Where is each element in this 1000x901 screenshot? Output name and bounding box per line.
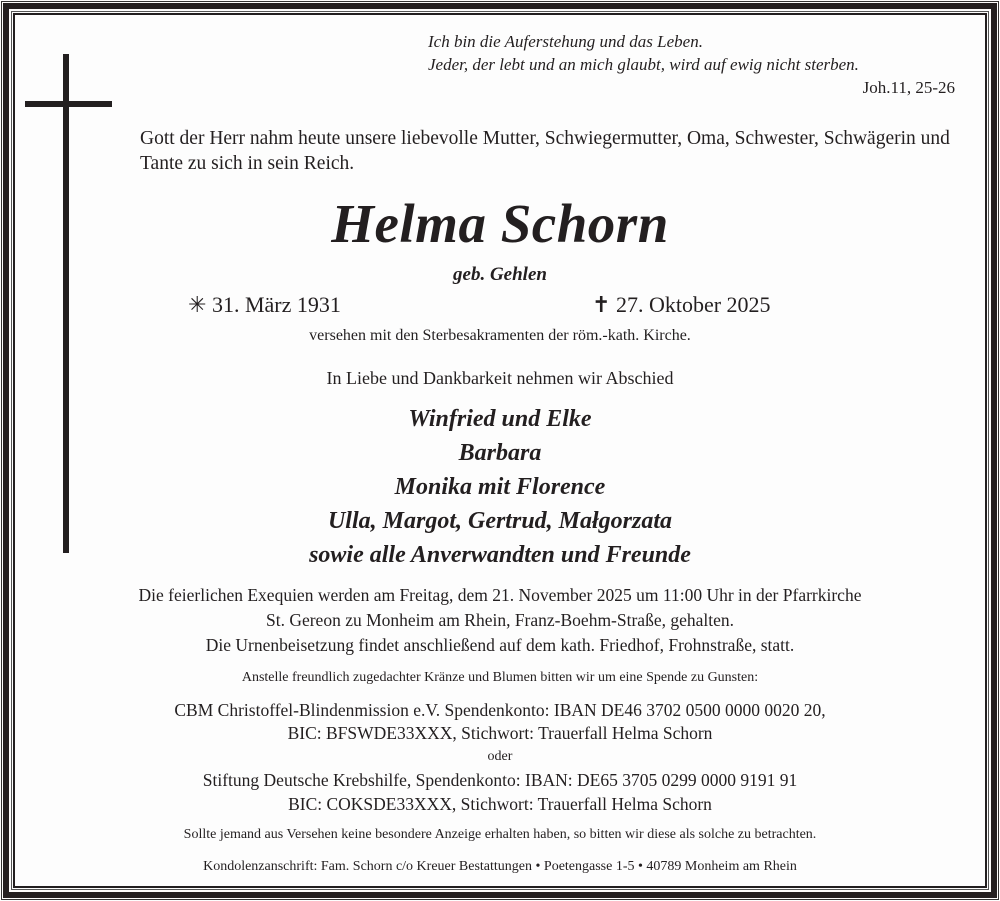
donation-option-1-line: BIC: BFSWDE33XXX, Stichwort: Trauerfall Helma Schorn [287, 723, 713, 743]
mourner-line: Ulla, Margot, Gertrud, Małgorzata [327, 508, 673, 534]
donation-option-2-line: Stiftung Deutsche Krebshilfe, Spendenkonto: IBAN: DE65 3705 0299 0000 9191 91 [202, 770, 798, 790]
mourner-line: Barbara [458, 440, 542, 466]
condolence-address: Kondolenzanschrift: Fam. Schorn c/o Kreuer Bestattungen • Poetengasse 1-5 • 40789 Monheim am Rhein [203, 859, 797, 874]
verse-line-1: Ich bin die Auferstehung und das Leben. [428, 32, 703, 51]
verse-line-2: Jeder, der lebt und an mich glaubt, wird auf ewig nicht sterben. [428, 55, 859, 74]
farewell-line: In Liebe und Dankbarkeit nehmen wir Abschied [326, 368, 674, 388]
donation-option-2-line: BIC: COKSDE33XXX, Stichwort: Trauerfall Helma Schorn [288, 794, 712, 814]
mourner-line: sowie alle Anverwandten und Freunde [309, 542, 691, 568]
verse-reference: Joh.11, 25-26 [862, 78, 955, 97]
service-line: Die Urnenbeisetzung findet anschließend auf dem kath. Friedhof, Frohnstraße, statt. [205, 635, 795, 655]
donation-option-1-line: CBM Christoffel-Blindenmission e.V. Spendenkonto: IBAN DE46 3702 0500 0000 0020 20, [174, 700, 826, 720]
cross-horizontal-beam [25, 101, 112, 107]
birth-star-icon: ✳ [188, 292, 207, 317]
death-cross-icon: ✝ [592, 292, 611, 317]
intro-text: Gott der Herr nahm heute unsere liebevolle Mutter, Schwiegermutter, Oma, Schwester, Schwägerin und Tante zu sich in sein Reich. [140, 128, 950, 174]
service-line: St. Gereon zu Monheim am Rhein, Franz-Boehm-Straße, gehalten. [265, 610, 734, 630]
maiden-name: geb. Gehlen [453, 264, 547, 285]
sacrament-note: versehen mit den Sterbesakramenten der röm.-kath. Kirche. [309, 327, 691, 344]
mourner-line: Winfried und Elke [408, 406, 592, 432]
death-date: 27. Oktober 2025 [615, 292, 771, 317]
donation-separator: oder [487, 749, 513, 764]
service-line: Die feierlichen Exequien werden am Freitag, dem 21. November 2025 um 11:00 Uhr in der Pfarrkirche [138, 585, 862, 605]
notice-text: Sollte jemand aus Versehen keine besondere Anzeige erhalten haben, so bitten wir diese als solche zu betrachten. [183, 827, 817, 842]
donation-request: Anstelle freundlich zugedachter Kränze und Blumen bitten wir um eine Spende zu Gunsten: [241, 670, 759, 685]
mourner-line: Monika mit Florence [394, 474, 606, 500]
death-date-line [592, 292, 771, 318]
birth-date: 31. März 1931 [211, 292, 341, 317]
birth-date-line [188, 292, 341, 318]
deceased-name: Helma Schorn [331, 193, 669, 254]
